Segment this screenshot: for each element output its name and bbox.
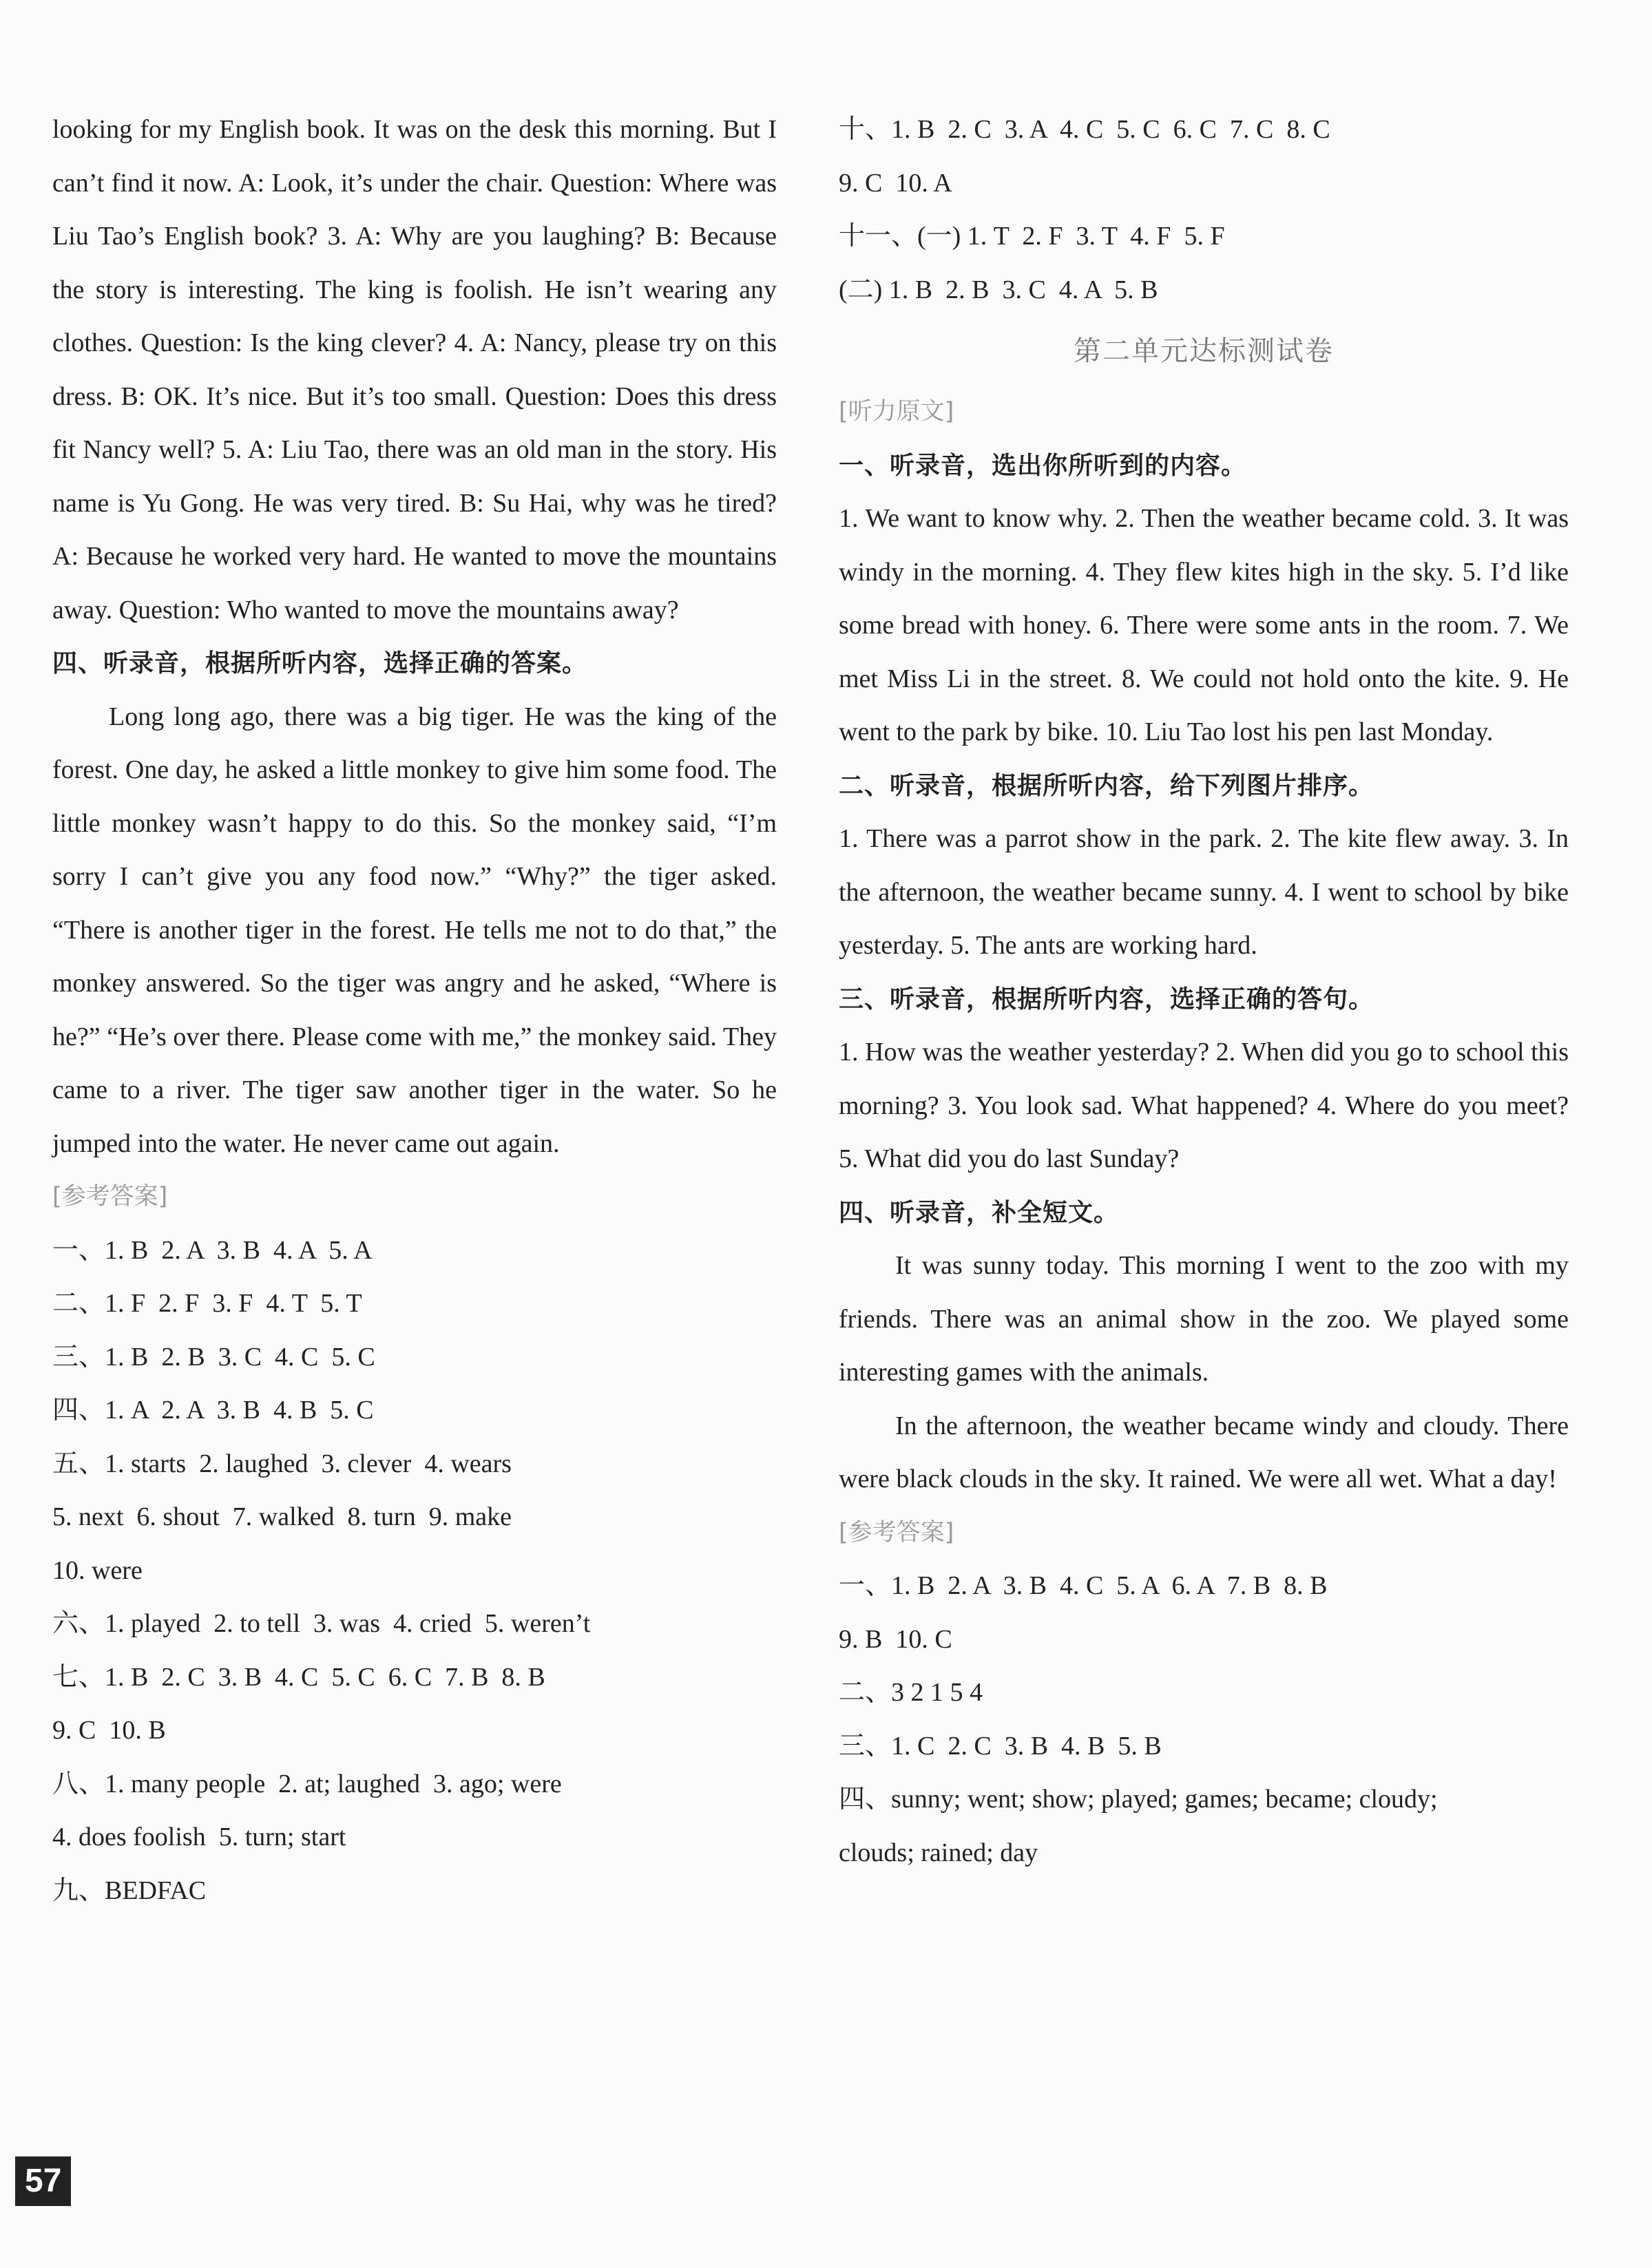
answer-line: clouds; rained; day — [839, 1838, 1038, 1867]
answer-line: 十、1. B 2. C 3. A 4. C 5. C 6. C 7. C 8. C — [839, 115, 1330, 144]
answer-line: 四、1. A 2. A 3. B 4. B 5. C — [52, 1396, 374, 1425]
section-1-transcript: 1. We want to know why. 2. Then the weather became cold. 3. It was windy in the morning. 4. They flew kites high in the sky. 5. I’d like some bread with honey. 6. There were some ants in the room. 7. We met Miss Li in the street. 8. We could not hold onto the kite. 9. He went to the park by bike. 10. Liu Tao lost his pen last Monday. — [839, 504, 1569, 746]
section-4-paragraph-2: In the afternoon, the weather became windy and cloudy. There were black clouds in the sky. It rained. We were all wet. What a day! — [839, 1411, 1569, 1493]
answer-line: 9. C 10. A — [839, 168, 952, 198]
unit-test-title: 第二单元达标测试卷 — [1074, 335, 1334, 367]
answer-line: (二) 1. B 2. B 3. C 4. A 5. B — [839, 275, 1158, 304]
section-4-paragraph-1: It was sunny today. This morning I went to the zoo with my friends. There was an animal show in the zoo. We played some interesting games with the animals. — [839, 1251, 1569, 1387]
answer-line: 一、1. B 2. A 3. B 4. C 5. A 6. A 7. B 8. B — [839, 1571, 1328, 1600]
answer-line: 五、1. starts 2. laughed 3. clever 4. wears — [52, 1449, 512, 1478]
answer-line: 一、1. B 2. A 3. B 4. A 5. A — [52, 1235, 373, 1265]
answer-line: 二、1. F 2. F 3. F 4. T 5. T — [52, 1289, 362, 1318]
section-3-transcript: 1. How was the weather yesterday? 2. When did you go to school this morning? 3. You look sad. What happened? 4. Where do you meet? 5. What did you do last Sunday? — [839, 1038, 1569, 1173]
section-2-transcript: 1. There was a parrot show in the park. 2. The kite flew away. 3. In the afternoon, the weather became sunny. 4. I went to school by bike yesterday. 5. The ants are working hard. — [839, 824, 1569, 960]
answer-line: 八、1. many people 2. at; laughed 3. ago; were — [52, 1769, 562, 1798]
section-heading-1: 一、听录音，选出你所听到的内容。 — [839, 451, 1247, 480]
answer-line: 十一、(一) 1. T 2. F 3. T 4. F 5. F — [839, 222, 1225, 251]
answer-line: 六、1. played 2. to tell 3. was 4. cried 5. weren’t — [52, 1609, 591, 1638]
answer-line: 二、3 2 1 5 4 — [839, 1678, 983, 1707]
answer-line: 三、1. B 2. B 3. C 4. C 5. C — [52, 1342, 375, 1372]
page-number: 57 — [15, 2156, 71, 2206]
section-heading-4: 四、听录音，补全短文。 — [839, 1198, 1120, 1227]
listening-transcript-continued: looking for my English book. It was on the desk this morning. But I can’t find it now. A: Look, it’s under the chair. Question: Where was Liu Tao’s English book? 3. A: Why are you laughing? B: Because the story is interesting. The king is foolish. He isn’t wearing any clothes. Question: Is the king clever? 4. A: Nancy, please try on this dress. B: OK. It’s nice. But it’s too small. Question: Does this dress fit Nancy well? 5. A: Liu Tao, there was an old man in the story. His name is Yu Gong. He was very tired. B: Su Hai, why was he tired? A: Because he worked very hard. He wanted to move the mountains away. Question: Who wanted to move the mountains away? — [52, 115, 777, 624]
listening-label: [听力原文] — [839, 398, 954, 426]
answer-line: 九、BEDFAC — [52, 1876, 207, 1905]
answer-line: 4. does foolish 5. turn; start — [52, 1823, 346, 1851]
answer-line: 5. next 6. shout 7. walked 8. turn 9. make — [52, 1502, 512, 1531]
left-column — [52, 103, 777, 1918]
answer-line: 9. B 10. C — [839, 1624, 952, 1654]
answer-line: 三、1. C 2. C 3. B 4. B 5. B — [839, 1731, 1162, 1761]
answer-line: 七、1. B 2. C 3. B 4. C 5. C 6. C 7. B 8. B — [52, 1662, 545, 1692]
answer-line: 10. were — [52, 1555, 143, 1585]
section-heading-4: 四、听录音，根据所听内容，选择正确的答案。 — [52, 649, 588, 678]
section-heading-2: 二、听录音，根据所听内容，给下列图片排序。 — [839, 771, 1374, 800]
answer-key-label: [参考答案] — [839, 1518, 954, 1546]
section-heading-3: 三、听录音，根据所听内容，选择正确的答句。 — [839, 985, 1374, 1014]
right-column — [839, 103, 1569, 1880]
story-paragraph: Long long ago, there was a big tiger. He was the king of the forest. One day, he asked a little monkey to give him some food. The little monkey wasn’t happy to do this. So the monkey said, “I’m sorry I can’t give you any food now.” “Why?” the tiger asked. “There is another tiger in the forest. He tells me not to do that,” the monkey answered. So the tiger was angry and he asked, “Where is he?” “He’s over there. Please come with me,” the monkey said. They came to a river. The tiger saw another tiger in the water. So he jumped into the water. He never came out again. — [52, 702, 777, 1158]
answer-line: 9. C 10. B — [52, 1716, 166, 1745]
answer-key-label: [参考答案] — [52, 1183, 168, 1210]
answer-line: 四、sunny; went; show; played; games; became; cloudy; — [839, 1785, 1438, 1814]
